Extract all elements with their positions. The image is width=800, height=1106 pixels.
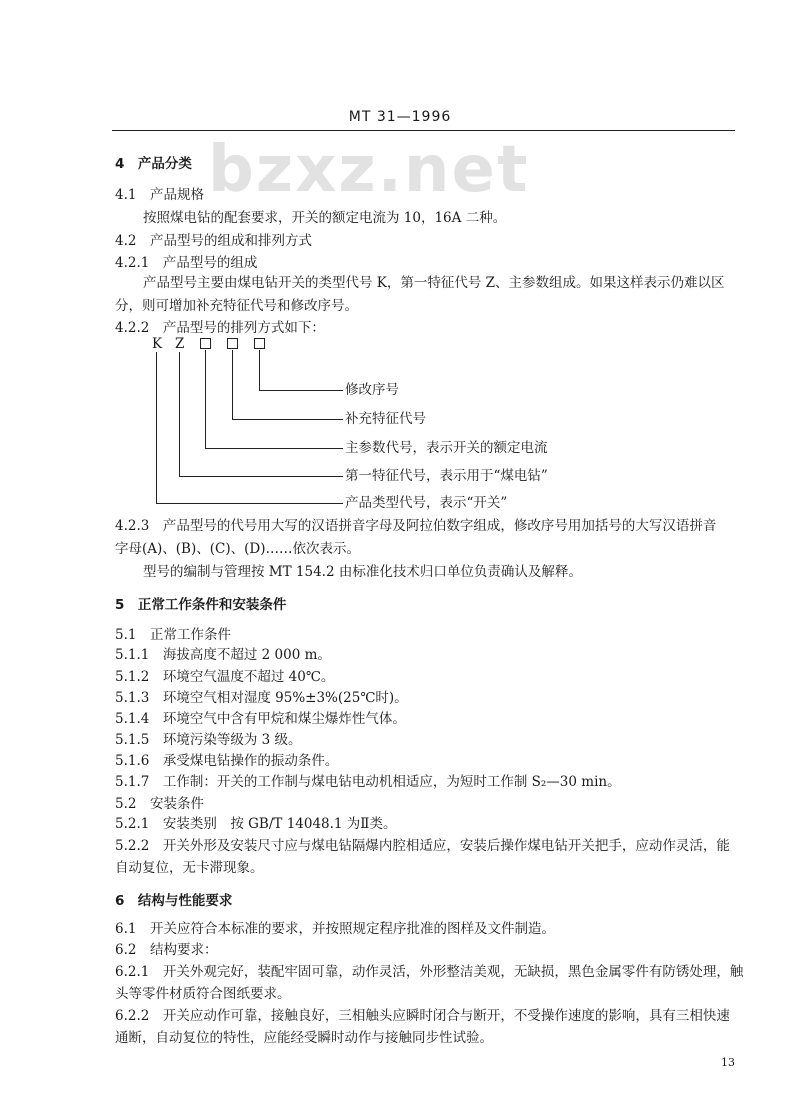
section-6-heading: 6 结构与性能要求 xyxy=(115,893,233,909)
diagram-line xyxy=(179,352,180,477)
clause-5-1-3: 5.1.3 环境空气相对湿度 95%±3%(25℃时)。 xyxy=(115,690,408,706)
diagram-box-main-parameter xyxy=(200,338,211,349)
diagram-line xyxy=(156,503,343,504)
clause-6-2-2-line2: 通断，自动复位的特性，应能经受瞬时动作与接触同步性试验。 xyxy=(115,1030,493,1046)
diagram-line xyxy=(232,419,343,420)
diagram-line xyxy=(259,390,343,391)
clause-5-1: 5.1 正常工作条件 xyxy=(115,627,231,643)
clause-4-1: 4.1 产品规格 xyxy=(115,187,204,203)
diagram-letter-z: Z xyxy=(175,336,185,352)
clause-4-2-3-line1: 4.2.3 产品型号的代号用大写的汉语拼音字母及阿拉伯数字组成，修改序号用加括号的大写汉语拼音 xyxy=(115,518,717,534)
clause-5-1-2: 5.1.2 环境空气温度不超过 40℃。 xyxy=(115,669,335,685)
clause-4-2: 4.2 产品型号的组成和排列方式 xyxy=(115,233,312,249)
clause-5-2: 5.2 安装条件 xyxy=(115,796,204,812)
diagram-line xyxy=(205,448,343,449)
document-header: MT 31—1996 xyxy=(348,109,452,125)
clause-4-2-2: 4.2.2 产品型号的排列方式如下： xyxy=(115,320,325,336)
diagram-line xyxy=(156,352,157,504)
clause-6-2-1-line1: 6.2.1 开关外观完好，装配牢固可靠，动作灵活，外形整洁美观，无缺损，黑色金属零件有防锈处理，触 xyxy=(115,964,744,980)
section-4-heading: 4 产品分类 xyxy=(115,156,192,172)
diagram-box-supplementary xyxy=(227,338,238,349)
diagram-line xyxy=(205,350,206,449)
clause-5-1-4: 5.1.4 环境空气中含有甲烷和煤尘爆炸性气体。 xyxy=(115,711,406,727)
clause-6-2-1-line2: 头等零件材质符合图纸要求。 xyxy=(115,986,291,1002)
clause-5-1-5: 5.1.5 环境污染等级为 3 级。 xyxy=(115,732,302,748)
clause-6-2-2-line1: 6.2.2 开关应动作可靠，接触良好，三相触头应瞬时闭合与断开，不受操作速度的影响，具有三相快速 xyxy=(115,1008,730,1024)
diagram-line xyxy=(232,350,233,420)
clause-5-1-7: 5.1.7 工作制：开关的工作制与煤电钻电动机相适应，为短时工作制 S₂—30 min。 xyxy=(115,774,621,790)
clause-5-2-2-line1: 5.2.2 开关外形及安装尺寸应与煤电钻隔爆内腔相适应，安装后操作煤电钻开关把手，应动作灵活，能 xyxy=(115,838,730,854)
diagram-box-revision xyxy=(254,338,265,349)
watermark-logo: bzxz.net xyxy=(208,133,530,207)
clause-4-2-1: 4.2.1 产品型号的组成 xyxy=(115,255,258,271)
paragraph-4-2-1-line1: 产品型号主要由煤电钻开关的类型代号 K，第一特征代号 Z、主参数组成。如果这样表示仍难以区 xyxy=(143,275,725,291)
clause-4-2-3-line2: 字母(A)、(B)、(C)、(D)……依次表示。 xyxy=(115,541,360,557)
clause-5-1-1: 5.1.1 海拔高度不超过 2 000 m。 xyxy=(115,647,331,663)
diagram-line xyxy=(179,476,343,477)
diagram-label-supplementary: 补充特征代号 xyxy=(345,411,426,427)
diagram-letter-k: K xyxy=(152,336,163,352)
diagram-label-main-parameter: 主参数代号，表示开关的额定电流 xyxy=(345,440,548,456)
diagram-line xyxy=(259,350,260,391)
section-5-heading: 5 正常工作条件和安装条件 xyxy=(115,597,287,613)
diagram-label-product-type: 产品类型代号，表示“开关” xyxy=(345,495,508,511)
page-number: 13 xyxy=(721,1056,735,1069)
clause-5-2-2-line2: 自动复位，无卡滞现象。 xyxy=(115,860,264,876)
paragraph-4-2-1-line2: 分，则可增加补充特征代号和修改序号。 xyxy=(115,298,358,314)
paragraph-4-2-3: 型号的编制与管理按 MT 154.2 由标准化技术归口单位负责确认及解释。 xyxy=(143,564,582,580)
header-rule xyxy=(112,130,735,131)
clause-5-2-1: 5.2.1 安装类别 按 GB/T 14048.1 为Ⅱ类。 xyxy=(115,816,397,832)
diagram-label-revision: 修改序号 xyxy=(345,382,399,398)
clause-6-2: 6.2 结构要求： xyxy=(115,942,218,958)
paragraph-4-1: 按照煤电钻的配套要求，开关的额定电流为 10，16A 二种。 xyxy=(143,210,507,226)
clause-6-1: 6.1 开关应符合本标准的要求，并按照规定程序批准的图样及文件制造。 xyxy=(115,921,555,937)
diagram-label-first-feature: 第一特征代号，表示用于“煤电钻” xyxy=(345,468,548,484)
clause-5-1-6: 5.1.6 承受煤电钻操作的振动条件。 xyxy=(115,753,339,769)
